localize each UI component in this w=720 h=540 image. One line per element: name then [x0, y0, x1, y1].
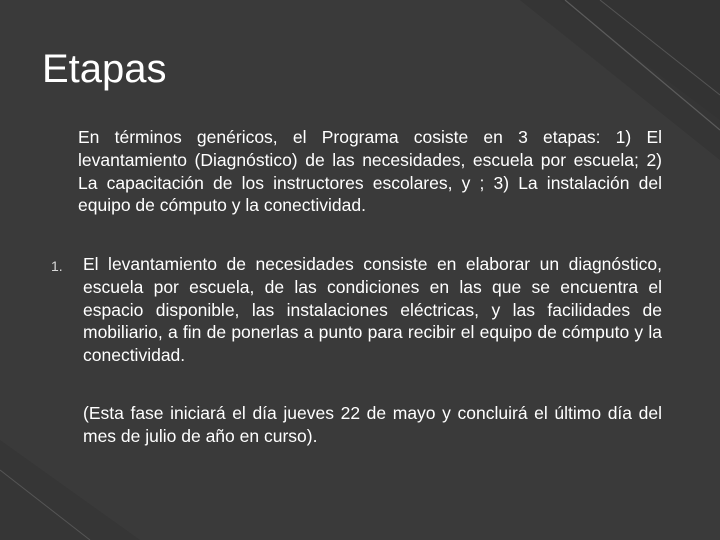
list-number: 1. [51, 258, 63, 274]
intro-paragraph: En términos genéricos, el Programa cosiste en 3 etapas: 1) El levantamiento (Diagnóstico) de las necesidades, escuela por escuela; 2) La capacitación de los instructores escolares, y ; 3) La instalación del equipo de cómputo y la conectividad. [78, 127, 662, 216]
list-item-paragraph: El levantamiento de necesidades consiste en elaborar un diagnóstico, escuela por escuela, de las condiciones en las que se encuentra el espacio disponible, las instalaciones eléctricas, y las facilidades de mobiliario, a fin de ponerlas a punto para recibir el equipo de cómputo y la conectividad. [83, 254, 662, 366]
note-paragraph: (Esta fase iniciará el día jueves 22 de mayo y concluirá el último día del mes de julio de año en curso). [83, 403, 662, 446]
slide-title: Etapas [42, 47, 167, 91]
